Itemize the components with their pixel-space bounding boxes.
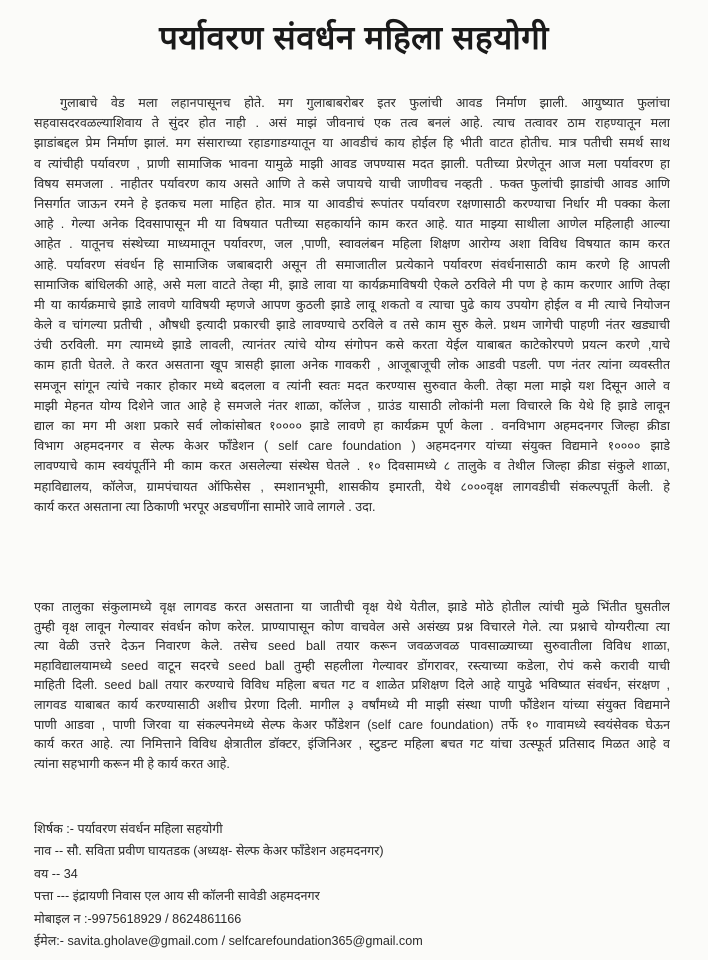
text-line: महाविद्यालयामध्ये seed वाटून सदरचे seed ball तुम्ही सहलीला गेल्यावर डोंगरावर, रस्त्याच्या कडेला, रोपं कसे करावी याची: [34, 658, 670, 673]
text-line: आहे. पर्यावरण संवर्धन हि सामाजिक जबाबदारी असून ती समाजातील प्रत्येकाने पर्यावरण संवर्धनासाठी काम करणे हि आपली: [34, 257, 670, 272]
mobile-line: मोबाइल न :-9975618929 / 8624861166: [34, 911, 242, 926]
text-line: निसर्गात जाऊन रमने हे इतकच मला माहित होत. मात्र या आवडीचं रूपांतर पर्यावरण रक्षणासाठी करण्याचा निर्धार मी पक्का केला: [34, 196, 670, 211]
text-line: पाणी आडवा , पाणी जिरवा या संकल्पनेमध्ये सेल्फ केअर फौंडेशन (self care foundation) तर्फे १० गावामध्ये स्वयंसेवक घेऊन: [34, 717, 670, 732]
text-line: कार्य करत असताना त्या ठिकाणी भरपूर अडचणींना सामोरे जावे लागले . उदा.: [34, 499, 376, 514]
author-details: [34, 818, 634, 952]
text-line: त्यांना सहभागी करून मी हे कार्य करत आहे.: [34, 756, 230, 771]
text-line: तुम्ही वृक्ष लावून गेल्यावर संवर्धन कोण करेल. प्राण्यापासून कोण वाचवेल असे असंख्य प्रश्न विचारले गेले. त्या प्रश्नाचे योग्यरीत्या त्या: [34, 619, 670, 634]
text-line: माझी मेहनत योग्य दिशेने जात आहे हे समजले नंतर शाळा, कॉलेज , ग्राउंड यासाठी लोकांनी मला विचारले कि येथे हि झाडे लावून: [34, 398, 670, 413]
paragraph-1: [34, 93, 670, 517]
text-line: लावण्याचे काम स्वयंपूर्तीने मी काम करत असलेल्या संस्थेस घेतले . १० दिवसामध्ये ८ तालुके व तेथील जिल्हा क्रीडा संकुले शाळा,: [34, 459, 670, 474]
text-line: महाविद्यालय, कॉलेज, ग्रामपंचायत ऑफिसेस , स्मशानभूमी, शासकीय इमारती, येथे ८०००वृक्ष लागवडीची संकल्पपूर्ती केली. हे: [34, 479, 670, 494]
name-line: नाव -- सौ. सविता प्रवीण घायतडक (अध्यक्ष- सेल्फ केअर फॉंडेशन अहमदनगर): [34, 844, 384, 859]
text-line: व त्यांचीही पर्यावरण , प्राणी सामाजिक भावना यामुळे माझी आवड जपण्यास मदत झाली. पतीच्या प्रेरणेतून आज मला पर्यावरण हा: [34, 156, 670, 171]
text-line: गुलाबाचे वेड मला लहानपासूनच होते. मग गुलाबाबरोबर इतर फुलांची आवड निर्माण झाली. आयुष्यात फुलांचा: [60, 96, 670, 110]
email-line: ईमेल:- savita.gholave@gmail.com / selfcarefoundation365@gmail.com: [34, 933, 423, 948]
text-line: समजून सांगून त्यांचे नकार होकार मध्ये बदलला व त्यांनी स्वतः मदत करण्यास सुरुवात केली. तेव्हा मला माझे यश दिसून आले व: [34, 378, 670, 393]
text-line: विषय समजला . नाहीतर पर्यावरण काय असते आणि ते कसे जपायचे याची जाणीवच नव्हती . फक्त फुलांची झाडांची आवड आणि: [34, 176, 670, 191]
text-line: केले व चांगल्या प्रतीची , औषधी इत्यादी प्रकारची झाडे लावण्याचे ठरविले व तसे काम सुरु केले. प्रथम जागेची पाहणी नंतर खड्याची: [34, 318, 670, 333]
text-line: सामाजिक बांधिलकी आहे, असे मला वाटते तेव्हा मी, झाडे लावा या कार्यक्रमाविषयी ऐकले ठरविले मी पण हे काम करणार आणि तेव्हा: [34, 277, 670, 292]
text-line: काम हाती घेतले. ते करत असताना खूप त्रासही झाला अनेक गावकरी , आजूबाजूची लोक आडवी पडली. पण नंतर त्यांना व्यवस्तीत: [34, 358, 670, 373]
text-line: माहिती दिली. seed ball तयार करण्याचे विविध महिला बचत गट व शाळेत प्रशिक्षण दिले आहे यापुढे भविष्यात संवर्धन, संरक्षण ,: [34, 678, 670, 693]
text-line: त्या वेळी उत्तरे देऊन निवारण केले. तसेच seed ball तयार करून जवळजवळ पावसाळ्याच्या सुरुवातीला विविध शाळा,: [34, 639, 670, 654]
text-line: सहवासदरवळल्याशिवाय ते सुंदर होत नाही . असं माझं जीवनाचं एक तत्व बनलं आहे. त्याच तत्वावर ठाम राहण्यातून मला: [34, 116, 670, 131]
document-title: पर्यावरण संवर्धन महिला सहयोगी: [159, 19, 549, 56]
text-line: आहे . गेल्या अनेक दिवसापासून मी या विषयात पतीच्या सहकार्याने काम करत आहे. यात माझ्या साथीला आणेल महिलाही आल्या: [34, 217, 670, 232]
text-line: आहेत . यातूनच संस्थेच्या माध्यमातून पर्यावरण, जल ,पाणी, स्वावलंबन महिला शिक्षण आरोग्य अशा विविध विषयात काम करत: [34, 237, 670, 252]
text-line: विभाग अहमदनगर व सेल्फ केअर फॉंडेशन ( self care foundation ) अहमदनगर यांच्या संयुक्त विद्यमाने १०००० झाडे: [34, 439, 670, 454]
text-line: कार्य करत आहे. त्या निमित्ताने विविध क्षेत्रातील डॉक्टर, इंजिनिअर , स्टुडन्ट महिला बचत गट यांचा उत्स्फूर्त प्रतिसाद मिळत आहे व: [34, 737, 670, 752]
text-line: एका तालुका संकुलामध्ये वृक्ष लागवड करत असताना या जातीची वृक्ष येथे येतील, झाडे मोठे होतील त्यांची मुळे भिंतीत घुसतील: [34, 600, 670, 614]
text-line: लागवड याबाबत कार्य करण्यासाठी अशीच प्रेरणा दिली. मागील ३ वर्षांमध्ये मी माझी संस्था पाणी फौंडेशन यांच्या संयुक्त विद्यमाने: [34, 697, 670, 712]
text-line: मी या कार्यक्रमाचे झाडे लावणे याविषयी म्हणजे आपण कुठली झाडे लावू शकतो व त्याचा पुढे काय उपयोग होईल व मी त्याचे नियोजन: [34, 297, 670, 312]
text-line: झाडांबद्दल प्रेम निर्माण झालं. मग संसाराच्या रहाडगाडग्यातून या आवडीचं काय होईल हि भीती वाटत होतीच. मात्र पतीची समर्थ साथ: [34, 136, 670, 151]
paragraph-2: [34, 598, 670, 774]
text-line: द्याल का मग मी अशा प्रकारे सर्व लोकांसोबत १०००० झाडे लावणे हा कार्यक्रम पूर्ण केला . वनविभाग अहमदनगर जिल्हा क्रीडा: [34, 419, 670, 433]
age-line: वय -- 34: [34, 866, 78, 881]
address-line: पत्ता --- इंद्रायणी निवास एल आय सी कॉलनी सावेडी अहमदनगर: [34, 889, 320, 904]
heading-line: शिर्षक :- पर्यावरण संवर्धन महिला सहयोगी: [34, 822, 223, 836]
text-line: उंची ठरविली. मग त्यामध्ये झाडे लावली, त्यानंतर त्यांचे योग्य संगोपन कसे करता येईल याबाबत काटेकोरपणे प्रयत्न करणे ,याचे: [34, 338, 670, 353]
